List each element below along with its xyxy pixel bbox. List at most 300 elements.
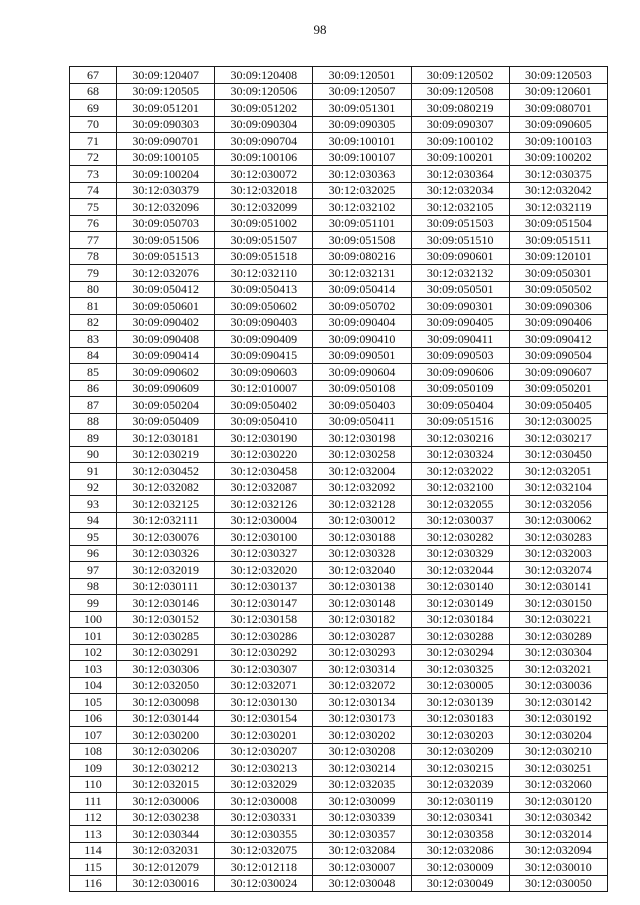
- table-row: [70, 463, 608, 480]
- cadastral-number-cell: 30:09:090408: [117, 331, 215, 348]
- cadastral-number-cell: 30:12:030213: [215, 760, 313, 777]
- cadastral-number-cell: 30:12:030210: [509, 743, 607, 760]
- cadastral-number-cell: 30:12:032094: [509, 842, 607, 859]
- cadastral-number-cell: 30:12:032035: [313, 776, 411, 793]
- cadastral-number-cell: 30:12:012118: [215, 859, 313, 876]
- cadastral-number-cell: 30:09:100107: [313, 149, 411, 166]
- cadastral-table: [69, 66, 608, 892]
- cadastral-number-cell: 30:12:032071: [215, 677, 313, 694]
- cadastral-number-cell: 30:09:120505: [117, 83, 215, 100]
- table-row: [70, 281, 608, 298]
- row-number-cell: 77: [70, 232, 117, 249]
- cadastral-number-cell: 30:09:050502: [509, 281, 607, 298]
- cadastral-number-cell: 30:12:030009: [411, 859, 509, 876]
- cadastral-number-cell: 30:12:030072: [215, 166, 313, 183]
- row-number-cell: 104: [70, 677, 117, 694]
- cadastral-number-cell: 30:12:032132: [411, 265, 509, 282]
- table-body: [70, 67, 608, 892]
- cadastral-number-cell: 30:12:032104: [509, 479, 607, 496]
- cadastral-number-cell: 30:12:032092: [313, 479, 411, 496]
- cadastral-number-cell: 30:09:050410: [215, 413, 313, 430]
- cadastral-number-cell: 30:12:032111: [117, 512, 215, 529]
- cadastral-number-cell: 30:12:030024: [215, 875, 313, 892]
- cadastral-number-cell: 30:12:030016: [117, 875, 215, 892]
- cadastral-number-cell: 30:12:030287: [313, 628, 411, 645]
- cadastral-number-cell: 30:12:030221: [509, 611, 607, 628]
- row-number-cell: 83: [70, 331, 117, 348]
- row-number-cell: 87: [70, 397, 117, 414]
- cadastral-number-cell: 30:12:030141: [509, 578, 607, 595]
- table-row: [70, 644, 608, 661]
- row-number-cell: 84: [70, 347, 117, 364]
- cadastral-number-cell: 30:09:090405: [411, 314, 509, 331]
- cadastral-number-cell: 30:12:030010: [509, 859, 607, 876]
- table-row: [70, 496, 608, 513]
- row-number-cell: 92: [70, 479, 117, 496]
- cadastral-number-cell: 30:09:050108: [313, 380, 411, 397]
- cadastral-number-cell: 30:12:030099: [313, 793, 411, 810]
- cadastral-number-cell: 30:09:051301: [313, 100, 411, 117]
- cadastral-number-cell: 30:12:030158: [215, 611, 313, 628]
- cadastral-number-cell: 30:12:030050: [509, 875, 607, 892]
- cadastral-number-cell: 30:09:090412: [509, 331, 607, 348]
- row-number-cell: 100: [70, 611, 117, 628]
- cadastral-number-cell: 30:12:032056: [509, 496, 607, 513]
- cadastral-number-cell: 30:12:030363: [313, 166, 411, 183]
- cadastral-number-cell: 30:12:030292: [215, 644, 313, 661]
- cadastral-number-cell: 30:09:090303: [117, 116, 215, 133]
- cadastral-number-cell: 30:12:030339: [313, 809, 411, 826]
- cadastral-number-cell: 30:09:120502: [411, 67, 509, 84]
- cadastral-number-cell: 30:12:030251: [509, 760, 607, 777]
- cadastral-number-cell: 30:12:030139: [411, 694, 509, 711]
- cadastral-number-cell: 30:09:100103: [509, 133, 607, 150]
- cadastral-number-cell: 30:09:090603: [215, 364, 313, 381]
- row-number-cell: 108: [70, 743, 117, 760]
- table-row: [70, 83, 608, 100]
- cadastral-number-cell: 30:12:030288: [411, 628, 509, 645]
- table-row: [70, 479, 608, 496]
- cadastral-number-cell: 30:12:030209: [411, 743, 509, 760]
- cadastral-number-cell: 30:12:030025: [509, 413, 607, 430]
- row-number-cell: 105: [70, 694, 117, 711]
- row-number-cell: 116: [70, 875, 117, 892]
- cadastral-number-cell: 30:12:032125: [117, 496, 215, 513]
- cadastral-number-cell: 30:09:050411: [313, 413, 411, 430]
- cadastral-number-cell: 30:12:030364: [411, 166, 509, 183]
- cadastral-number-cell: 30:09:120601: [509, 83, 607, 100]
- cadastral-number-cell: 30:12:030048: [313, 875, 411, 892]
- cadastral-number-cell: 30:09:090609: [117, 380, 215, 397]
- row-number-cell: 71: [70, 133, 117, 150]
- cadastral-number-cell: 30:12:030147: [215, 595, 313, 612]
- cadastral-number-cell: 30:12:030291: [117, 644, 215, 661]
- cadastral-number-cell: 30:12:030208: [313, 743, 411, 760]
- cadastral-number-cell: 30:12:030357: [313, 826, 411, 843]
- table-row: [70, 314, 608, 331]
- cadastral-number-cell: 30:12:032018: [215, 182, 313, 199]
- cadastral-number-cell: 30:12:030005: [411, 677, 509, 694]
- cadastral-number-cell: 30:09:100106: [215, 149, 313, 166]
- cadastral-number-cell: 30:09:100201: [411, 149, 509, 166]
- cadastral-number-cell: 30:12:030289: [509, 628, 607, 645]
- cadastral-number-cell: 30:09:050702: [313, 298, 411, 315]
- cadastral-number-cell: 30:12:030341: [411, 809, 509, 826]
- table-row: [70, 694, 608, 711]
- cadastral-number-cell: 30:12:032131: [313, 265, 411, 282]
- cadastral-number-cell: 30:12:030004: [215, 512, 313, 529]
- cadastral-number-cell: 30:12:030182: [313, 611, 411, 628]
- cadastral-number-cell: 30:09:090403: [215, 314, 313, 331]
- cadastral-number-cell: 30:12:032021: [509, 661, 607, 678]
- table-row: [70, 430, 608, 447]
- cadastral-number-cell: 30:12:032039: [411, 776, 509, 793]
- cadastral-number-cell: 30:12:032004: [313, 463, 411, 480]
- cadastral-number-cell: 30:09:090503: [411, 347, 509, 364]
- cadastral-number-cell: 30:12:030062: [509, 512, 607, 529]
- cadastral-table-container: [69, 66, 608, 892]
- cadastral-number-cell: 30:12:032040: [313, 562, 411, 579]
- table-row: [70, 611, 608, 628]
- cadastral-number-cell: 30:12:030181: [117, 430, 215, 447]
- cadastral-number-cell: 30:12:032019: [117, 562, 215, 579]
- cadastral-number-cell: 30:12:030012: [313, 512, 411, 529]
- cadastral-number-cell: 30:09:090602: [117, 364, 215, 381]
- cadastral-number-cell: 30:09:051510: [411, 232, 509, 249]
- cadastral-number-cell: 30:09:100202: [509, 149, 607, 166]
- cadastral-number-cell: 30:12:012079: [117, 859, 215, 876]
- cadastral-number-cell: 30:12:030076: [117, 529, 215, 546]
- cadastral-number-cell: 30:12:030006: [117, 793, 215, 810]
- page-number: 98: [313, 22, 327, 37]
- cadastral-number-cell: 30:12:030149: [411, 595, 509, 612]
- cadastral-number-cell: 30:12:030201: [215, 727, 313, 744]
- row-number-cell: 75: [70, 199, 117, 216]
- table-row: [70, 875, 608, 892]
- table-row: [70, 545, 608, 562]
- row-number-cell: 72: [70, 149, 117, 166]
- cadastral-number-cell: 30:12:030217: [509, 430, 607, 447]
- row-number-cell: 98: [70, 578, 117, 595]
- table-row: [70, 67, 608, 84]
- cadastral-number-cell: 30:12:030142: [509, 694, 607, 711]
- row-number-cell: 82: [70, 314, 117, 331]
- cadastral-number-cell: 30:09:051513: [117, 248, 215, 265]
- row-number-cell: 113: [70, 826, 117, 843]
- cadastral-number-cell: 30:12:032105: [411, 199, 509, 216]
- row-number-cell: 86: [70, 380, 117, 397]
- cadastral-number-cell: 30:09:120408: [215, 67, 313, 84]
- table-row: [70, 562, 608, 579]
- cadastral-number-cell: 30:12:030198: [313, 430, 411, 447]
- cadastral-number-cell: 30:12:032100: [411, 479, 509, 496]
- row-number-cell: 107: [70, 727, 117, 744]
- cadastral-number-cell: 30:09:120506: [215, 83, 313, 100]
- row-number-cell: 99: [70, 595, 117, 612]
- table-row: [70, 331, 608, 348]
- cadastral-number-cell: 30:12:032082: [117, 479, 215, 496]
- table-row: [70, 661, 608, 678]
- cadastral-number-cell: 30:12:032034: [411, 182, 509, 199]
- cadastral-number-cell: 30:09:050414: [313, 281, 411, 298]
- cadastral-number-cell: 30:09:051002: [215, 215, 313, 232]
- cadastral-number-cell: 30:12:030138: [313, 578, 411, 595]
- row-number-cell: 112: [70, 809, 117, 826]
- table-row: [70, 809, 608, 826]
- row-number-cell: 95: [70, 529, 117, 546]
- cadastral-number-cell: 30:09:120507: [313, 83, 411, 100]
- row-number-cell: 73: [70, 166, 117, 183]
- cadastral-number-cell: 30:12:030154: [215, 710, 313, 727]
- table-row: [70, 776, 608, 793]
- cadastral-number-cell: 30:09:090404: [313, 314, 411, 331]
- cadastral-number-cell: 30:12:030152: [117, 611, 215, 628]
- table-row: [70, 512, 608, 529]
- table-row: [70, 100, 608, 117]
- cadastral-number-cell: 30:12:030325: [411, 661, 509, 678]
- cadastral-number-cell: 30:09:090606: [411, 364, 509, 381]
- cadastral-number-cell: 30:12:032060: [509, 776, 607, 793]
- cadastral-number-cell: 30:12:030342: [509, 809, 607, 826]
- table-row: [70, 446, 608, 463]
- cadastral-number-cell: 30:12:032126: [215, 496, 313, 513]
- cadastral-number-cell: 30:12:030137: [215, 578, 313, 595]
- cadastral-number-cell: 30:09:120501: [313, 67, 411, 84]
- cadastral-number-cell: 30:12:030219: [117, 446, 215, 463]
- cadastral-number-cell: 30:12:030238: [117, 809, 215, 826]
- cadastral-number-cell: 30:12:030458: [215, 463, 313, 480]
- table-row: [70, 265, 608, 282]
- cadastral-number-cell: 30:12:032031: [117, 842, 215, 859]
- cadastral-number-cell: 30:12:030190: [215, 430, 313, 447]
- row-number-cell: 93: [70, 496, 117, 513]
- cadastral-number-cell: 30:09:050404: [411, 397, 509, 414]
- cadastral-number-cell: 30:12:030098: [117, 694, 215, 711]
- table-row: [70, 347, 608, 364]
- cadastral-number-cell: 30:09:090305: [313, 116, 411, 133]
- cadastral-number-cell: 30:12:032102: [313, 199, 411, 216]
- cadastral-number-cell: 30:09:050501: [411, 281, 509, 298]
- cadastral-number-cell: 30:09:050405: [509, 397, 607, 414]
- cadastral-number-cell: 30:12:032003: [509, 545, 607, 562]
- row-number-cell: 101: [70, 628, 117, 645]
- cadastral-number-cell: 30:12:032055: [411, 496, 509, 513]
- row-number-cell: 109: [70, 760, 117, 777]
- cadastral-number-cell: 30:09:100105: [117, 149, 215, 166]
- cadastral-number-cell: 30:09:050402: [215, 397, 313, 414]
- row-number-cell: 103: [70, 661, 117, 678]
- row-number-cell: 90: [70, 446, 117, 463]
- cadastral-number-cell: 30:12:030007: [313, 859, 411, 876]
- table-row: [70, 842, 608, 859]
- cadastral-number-cell: 30:09:090306: [509, 298, 607, 315]
- cadastral-number-cell: 30:12:030008: [215, 793, 313, 810]
- cadastral-number-cell: 30:12:030314: [313, 661, 411, 678]
- row-number-cell: 76: [70, 215, 117, 232]
- table-row: [70, 166, 608, 183]
- cadastral-number-cell: 30:12:032029: [215, 776, 313, 793]
- row-number-cell: 111: [70, 793, 117, 810]
- cadastral-number-cell: 30:09:050602: [215, 298, 313, 315]
- table-row: [70, 710, 608, 727]
- cadastral-number-cell: 30:09:100101: [313, 133, 411, 150]
- cadastral-number-cell: 30:12:032099: [215, 199, 313, 216]
- cadastral-number-cell: 30:09:051101: [313, 215, 411, 232]
- cadastral-number-cell: 30:09:051511: [509, 232, 607, 249]
- table-row: [70, 248, 608, 265]
- cadastral-number-cell: 30:12:030216: [411, 430, 509, 447]
- cadastral-number-cell: 30:12:032020: [215, 562, 313, 579]
- cadastral-number-cell: 30:12:030452: [117, 463, 215, 480]
- cadastral-number-cell: 30:12:030134: [313, 694, 411, 711]
- cadastral-number-cell: 30:12:032072: [313, 677, 411, 694]
- cadastral-number-cell: 30:12:032084: [313, 842, 411, 859]
- cadastral-number-cell: 30:12:030130: [215, 694, 313, 711]
- table-row: [70, 677, 608, 694]
- table-row: [70, 397, 608, 414]
- cadastral-number-cell: 30:12:030375: [509, 166, 607, 183]
- cadastral-number-cell: 30:09:090414: [117, 347, 215, 364]
- table-row: [70, 727, 608, 744]
- cadastral-number-cell: 30:09:050703: [117, 215, 215, 232]
- cadastral-number-cell: 30:12:032087: [215, 479, 313, 496]
- row-number-cell: 70: [70, 116, 117, 133]
- cadastral-number-cell: 30:12:032128: [313, 496, 411, 513]
- table-row: [70, 743, 608, 760]
- cadastral-number-cell: 30:12:032014: [509, 826, 607, 843]
- cadastral-number-cell: 30:12:030307: [215, 661, 313, 678]
- row-number-cell: 67: [70, 67, 117, 84]
- cadastral-number-cell: 30:12:030220: [215, 446, 313, 463]
- cadastral-number-cell: 30:12:030037: [411, 512, 509, 529]
- table-row: [70, 199, 608, 216]
- cadastral-number-cell: 30:12:030100: [215, 529, 313, 546]
- cadastral-number-cell: 30:12:030202: [313, 727, 411, 744]
- cadastral-number-cell: 30:09:090701: [117, 133, 215, 150]
- cadastral-number-cell: 30:12:030212: [117, 760, 215, 777]
- row-number-cell: 114: [70, 842, 117, 859]
- cadastral-number-cell: 30:12:030328: [313, 545, 411, 562]
- cadastral-number-cell: 30:12:032025: [313, 182, 411, 199]
- cadastral-number-cell: 30:12:030286: [215, 628, 313, 645]
- table-row: [70, 380, 608, 397]
- cadastral-number-cell: 30:12:030327: [215, 545, 313, 562]
- cadastral-number-cell: 30:12:030379: [117, 182, 215, 199]
- cadastral-number-cell: 30:09:090607: [509, 364, 607, 381]
- cadastral-number-cell: 30:12:030355: [215, 826, 313, 843]
- cadastral-number-cell: 30:12:030144: [117, 710, 215, 727]
- cadastral-number-cell: 30:09:051202: [215, 100, 313, 117]
- row-number-cell: 102: [70, 644, 117, 661]
- table-row: [70, 529, 608, 546]
- cadastral-number-cell: 30:09:120503: [509, 67, 607, 84]
- cadastral-number-cell: 30:09:080219: [411, 100, 509, 117]
- cadastral-number-cell: 30:12:032075: [215, 842, 313, 859]
- cadastral-number-cell: 30:09:051506: [117, 232, 215, 249]
- row-number-cell: 97: [70, 562, 117, 579]
- cadastral-number-cell: 30:09:090406: [509, 314, 607, 331]
- cadastral-number-cell: 30:12:030283: [509, 529, 607, 546]
- row-number-cell: 79: [70, 265, 117, 282]
- cadastral-number-cell: 30:12:032074: [509, 562, 607, 579]
- table-row: [70, 182, 608, 199]
- table-row: [70, 413, 608, 430]
- cadastral-number-cell: 30:12:030204: [509, 727, 607, 744]
- cadastral-number-cell: 30:09:090409: [215, 331, 313, 348]
- cadastral-number-cell: 30:12:030036: [509, 677, 607, 694]
- cadastral-number-cell: 30:09:090501: [313, 347, 411, 364]
- cadastral-number-cell: 30:12:030188: [313, 529, 411, 546]
- cadastral-number-cell: 30:12:030183: [411, 710, 509, 727]
- row-number-cell: 85: [70, 364, 117, 381]
- row-number-cell: 115: [70, 859, 117, 876]
- cadastral-number-cell: 30:09:090307: [411, 116, 509, 133]
- cadastral-number-cell: 30:09:051516: [411, 413, 509, 430]
- row-number-cell: 96: [70, 545, 117, 562]
- cadastral-number-cell: 30:12:032050: [117, 677, 215, 694]
- row-number-cell: 88: [70, 413, 117, 430]
- cadastral-number-cell: 30:09:120101: [509, 248, 607, 265]
- cadastral-number-cell: 30:09:090411: [411, 331, 509, 348]
- cadastral-number-cell: 30:12:030207: [215, 743, 313, 760]
- cadastral-number-cell: 30:09:051508: [313, 232, 411, 249]
- cadastral-number-cell: 30:09:050201: [509, 380, 607, 397]
- cadastral-number-cell: 30:12:030258: [313, 446, 411, 463]
- cadastral-number-cell: 30:12:030049: [411, 875, 509, 892]
- table-row: [70, 578, 608, 595]
- cadastral-number-cell: 30:12:032110: [215, 265, 313, 282]
- cadastral-number-cell: 30:12:030282: [411, 529, 509, 546]
- cadastral-number-cell: 30:12:030146: [117, 595, 215, 612]
- cadastral-number-cell: 30:09:090415: [215, 347, 313, 364]
- table-row: [70, 628, 608, 645]
- cadastral-number-cell: 30:09:090604: [313, 364, 411, 381]
- cadastral-number-cell: 30:12:032051: [509, 463, 607, 480]
- cadastral-number-cell: 30:12:030293: [313, 644, 411, 661]
- cadastral-number-cell: 30:12:030215: [411, 760, 509, 777]
- cadastral-number-cell: 30:09:090402: [117, 314, 215, 331]
- cadastral-number-cell: 30:09:051507: [215, 232, 313, 249]
- cadastral-number-cell: 30:12:030119: [411, 793, 509, 810]
- cadastral-number-cell: 30:12:032022: [411, 463, 509, 480]
- cadastral-number-cell: 30:12:030306: [117, 661, 215, 678]
- cadastral-number-cell: 30:12:030140: [411, 578, 509, 595]
- table-row: [70, 133, 608, 150]
- cadastral-number-cell: 30:12:030184: [411, 611, 509, 628]
- table-row: [70, 364, 608, 381]
- cadastral-number-cell: 30:12:030192: [509, 710, 607, 727]
- table-row: [70, 859, 608, 876]
- cadastral-number-cell: 30:12:030329: [411, 545, 509, 562]
- cadastral-number-cell: 30:12:030200: [117, 727, 215, 744]
- row-number-cell: 80: [70, 281, 117, 298]
- table-row: [70, 298, 608, 315]
- cadastral-number-cell: 30:09:090304: [215, 116, 313, 133]
- cadastral-number-cell: 30:12:010007: [215, 380, 313, 397]
- cadastral-number-cell: 30:12:030324: [411, 446, 509, 463]
- cadastral-number-cell: 30:09:050409: [117, 413, 215, 430]
- table-row: [70, 826, 608, 843]
- table-row: [70, 760, 608, 777]
- cadastral-number-cell: 30:09:050601: [117, 298, 215, 315]
- cadastral-number-cell: 30:12:030148: [313, 595, 411, 612]
- cadastral-number-cell: 30:12:032015: [117, 776, 215, 793]
- row-number-cell: 110: [70, 776, 117, 793]
- cadastral-number-cell: 30:12:030120: [509, 793, 607, 810]
- cadastral-number-cell: 30:12:032076: [117, 265, 215, 282]
- cadastral-number-cell: 30:09:090605: [509, 116, 607, 133]
- table-row: [70, 793, 608, 810]
